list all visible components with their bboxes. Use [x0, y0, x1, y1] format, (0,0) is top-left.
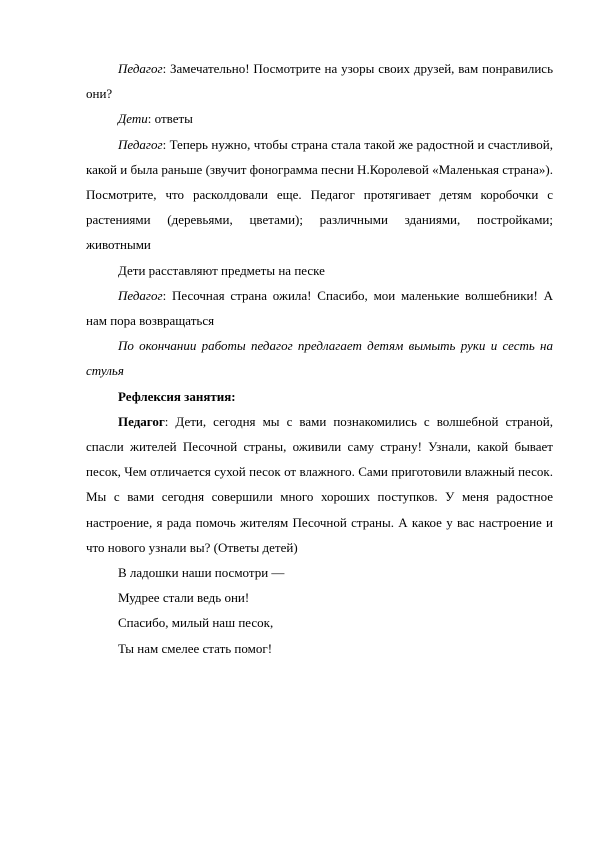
- verse-line: Мудрее стали ведь они!: [118, 590, 250, 606]
- paragraph-children-action: [86, 258, 553, 283]
- verse-line: Спасибо, милый наш песок,: [118, 615, 274, 631]
- speaker-label: Дети: [118, 111, 148, 127]
- speaker-label: Педагог: [118, 413, 165, 429]
- section-heading-reflection: [86, 384, 553, 409]
- paragraph-text: По окончании работы педагог предлагает детям вымыть руки и сесть на стулья: [86, 338, 553, 379]
- paragraph-teacher-4: [86, 409, 553, 560]
- stage-direction: [86, 333, 553, 383]
- document-page: [86, 56, 553, 661]
- paragraph-teacher-2: [86, 132, 553, 258]
- heading-text: Рефлексия занятия:: [118, 388, 236, 404]
- speaker-label: Педагог: [118, 136, 163, 152]
- paragraph-text: : Замечательно! Посмотрите на узоры своих друзей, вам понравились они?: [86, 61, 553, 102]
- paragraph-children-1: [86, 106, 553, 131]
- paragraph-text: : ответы: [147, 111, 193, 127]
- paragraph-text: : Песочная страна ожила! Спасибо, мои маленькие волшебники! А нам пора возвращаться: [86, 287, 553, 329]
- speaker-label: Педагог: [118, 287, 163, 303]
- paragraph-text: : Дети, сегодня мы с вами познакомились с волшебной страной, спасли жителей Песочной страны, оживили саму страну! Узнали, какой бывает песок, Чем отличается сухой песок от влажного. Сами приготовили влажный песок. Мы с вами сегодня совершили много хороших поступков. У меня радостное настроение, я рада помочь жителям Песочной страны. А какое у вас настроение и что нового узнали вы? (Ответы детей): [86, 413, 553, 555]
- verse-line: В ладошки наши посмотри —: [118, 565, 285, 581]
- paragraph-teacher-1: [86, 56, 553, 106]
- speaker-label: Педагог: [118, 61, 163, 76]
- paragraph-text: : Теперь нужно, чтобы страна стала такой же радостной и счастливой, какой и была раньше (звучит фонограмма песни Н.Королевой «Маленькая страна»). Посмотрите, что расколдовали еще. Педагог протягивает детям коробочки с растениями (деревьями, цветами); различными зданиями, постройками; животными: [86, 136, 553, 253]
- verse-line: Ты нам смелее стать помог!: [118, 640, 273, 656]
- paragraph-teacher-3: [86, 283, 553, 333]
- paragraph-text: Дети расставляют предметы на песке: [118, 262, 325, 278]
